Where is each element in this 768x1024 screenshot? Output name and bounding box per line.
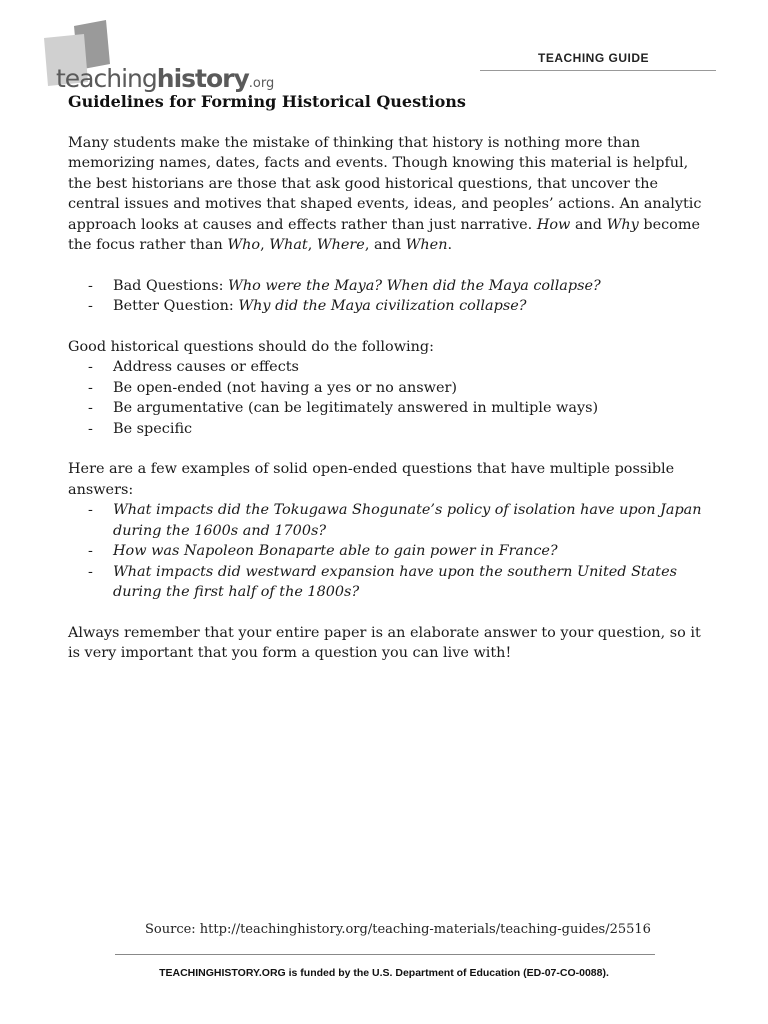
intro-how: How (536, 216, 571, 233)
conclusion-paragraph: Always remember that your entire paper is an elaborate answer to your question, so it is very important that you form a question you can live with! (68, 624, 701, 661)
intro-who: Who (227, 237, 261, 253)
intro-period: . (447, 237, 453, 253)
examples-list (68, 500, 708, 603)
list-item (68, 419, 708, 440)
criteria-text: Be argumentative (can be legitimately answered in multiple ways) (113, 400, 599, 416)
bullet-dash: - (88, 277, 93, 294)
example-question: How was Napoleon Bonaparte able to gain power in France? (113, 543, 558, 559)
intro-what: What (269, 237, 308, 253)
teachinghistory-logo (44, 20, 284, 93)
bullet-dash: - (88, 420, 93, 437)
question-label: Better Question: (113, 298, 239, 314)
examples-intro: Here are a few examples of solid open-ended questions that have multiple possible answers: (68, 461, 675, 498)
bullet-dash: - (88, 543, 93, 559)
criteria-list (68, 357, 708, 439)
criteria-intro: Good historical questions should do the following: (68, 338, 434, 355)
intro-text-2: become the focus rather than (68, 216, 700, 253)
list-item (68, 398, 708, 419)
footer-divider (115, 954, 655, 955)
criteria-text: Address causes or effects (113, 359, 299, 375)
list-item (68, 500, 708, 541)
source-citation: Source: http://teachinghistory.org/teaching-materials/teaching-guides/25516 (145, 922, 651, 937)
document-title: Guidelines for Forming Historical Questions (68, 92, 466, 111)
intro-and: and (570, 216, 607, 233)
intro-when: When (405, 237, 448, 253)
question-text: Who were the Maya? When did the Maya collapse? (228, 277, 601, 294)
intro-comma: , (260, 237, 270, 253)
list-item (68, 276, 708, 297)
logo-history: history (156, 64, 249, 93)
example-question: What impacts did the Tokugawa Shogunate’s policy of isolation have upon Japan during the 1600s and 1700s? (113, 502, 702, 539)
intro-and: , and (364, 237, 406, 253)
criteria-text: Be specific (113, 420, 193, 437)
list-item (68, 378, 708, 399)
logo-wordmark (56, 64, 274, 93)
header-divider (480, 70, 716, 71)
list-item (68, 357, 708, 378)
intro-comma: , (307, 237, 317, 253)
logo-org: .org (248, 76, 275, 91)
question-text: Why did the Maya civilization collapse? (238, 298, 527, 314)
teaching-guide-label: TEACHING GUIDE (538, 51, 650, 65)
question-examples-list (68, 276, 708, 317)
document-body (68, 92, 708, 664)
question-label: Bad Questions: (113, 277, 229, 294)
bullet-dash: - (88, 563, 93, 580)
list-item (68, 296, 708, 317)
example-question: What impacts did westward expansion have upon the southern United States during the first half of the 1800s? (113, 563, 677, 600)
list-item (68, 541, 708, 562)
criteria-text: Be open-ended (not having a yes or no answer) (113, 379, 457, 396)
logo-teaching: teaching (56, 64, 157, 93)
bullet-dash: - (88, 502, 93, 518)
bullet-dash: - (88, 379, 93, 396)
intro-paragraph (68, 133, 708, 256)
list-item (68, 562, 708, 603)
bullet-dash: - (88, 359, 93, 375)
intro-text: Many students make the mistake of thinking that history is nothing more than memorizing names, dates, facts and events. Though knowing this material is helpful, the best historians are those that ask good historical questions, that uncover the central issues and motives that shaped events, ideas, and peoples’ actions. An analytic approach looks at causes and effects rather than just narrative. (68, 134, 702, 233)
intro-why: Why (606, 216, 639, 233)
intro-where: Where (316, 237, 365, 253)
funding-notice: TEACHINGHISTORY.ORG is funded by the U.S. Department of Education (ED-07-CO-0088). (159, 967, 609, 979)
bullet-dash: - (88, 400, 93, 416)
bullet-dash: - (88, 298, 93, 314)
